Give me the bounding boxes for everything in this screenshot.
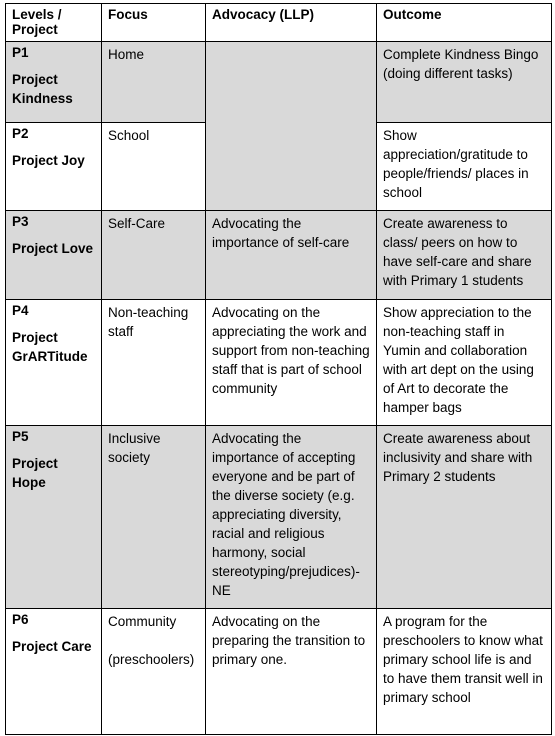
advocacy-cell-empty [206,42,377,211]
outcome-cell: Create awareness about inclusivity and share with Primary 2 students [377,426,552,609]
focus-cell: Self-Care [102,211,206,300]
focus-cell: Inclusive society [102,426,206,609]
project-name: Project Love [12,241,94,256]
outcome-cell: A program for the preschoolers to know what primary school life is and to have them transit well in primary school [377,609,552,735]
level-code: P4 [12,303,29,318]
focus-cell [102,609,206,735]
table-row [6,426,552,609]
level-cell [6,211,102,300]
project-name: Project Care [12,639,92,654]
advocacy-cell: Advocating the importance of accepting everyone and be part of the diverse society (e.g. appreciating diversity, racial and religious harmony, social stereotyping/prejudices)-NE [206,426,377,609]
project-name: Project Kindness [12,72,73,106]
focus-cell: School [102,123,206,211]
level-code: P3 [12,214,29,229]
focus-cell: Home [102,42,206,123]
level-cell [6,609,102,735]
level-code: P6 [12,612,29,627]
table-row [6,42,552,123]
focus-cell: Non-teaching staff [102,300,206,426]
header-row [6,4,552,42]
level-cell [6,123,102,211]
table-row [6,211,552,300]
header-focus: Focus [102,4,206,42]
header-advocacy: Advocacy (LLP) [206,4,377,42]
advocacy-cell: Advocating on the preparing the transition to primary one. [206,609,377,735]
outcome-cell: Show appreciation to the non-teaching staff in Yumin and collaboration with art dept on the using of Art to decorate the hamper bags [377,300,552,426]
outcome-cell: Complete Kindness Bingo (doing different tasks) [377,42,552,123]
projects-table [5,3,552,735]
header-levels: Levels / Project [6,4,102,42]
level-code: P1 [12,45,29,60]
table-row [6,609,552,735]
level-cell [6,300,102,426]
header-outcome: Outcome [377,4,552,42]
advocacy-cell: Advocating on the appreciating the work and support from non-teaching staff that is part of school community [206,300,377,426]
level-cell [6,426,102,609]
project-name: Project GrARTitude [12,330,88,364]
level-code: P5 [12,429,29,444]
advocacy-cell: Advocating the importance of self-care [206,211,377,300]
level-cell [6,42,102,123]
outcome-cell: Create awareness to class/ peers on how to have self-care and share with Primary 1 students [377,211,552,300]
table-row [6,300,552,426]
level-code: P2 [12,126,29,141]
project-name: Project Joy [12,153,85,168]
focus-text: Community [108,614,177,629]
outcome-cell: Show appreciation/gratitude to people/friends/ places in school [377,123,552,211]
focus-note: (preschoolers) [108,652,195,667]
project-name: Project Hope [12,456,58,490]
